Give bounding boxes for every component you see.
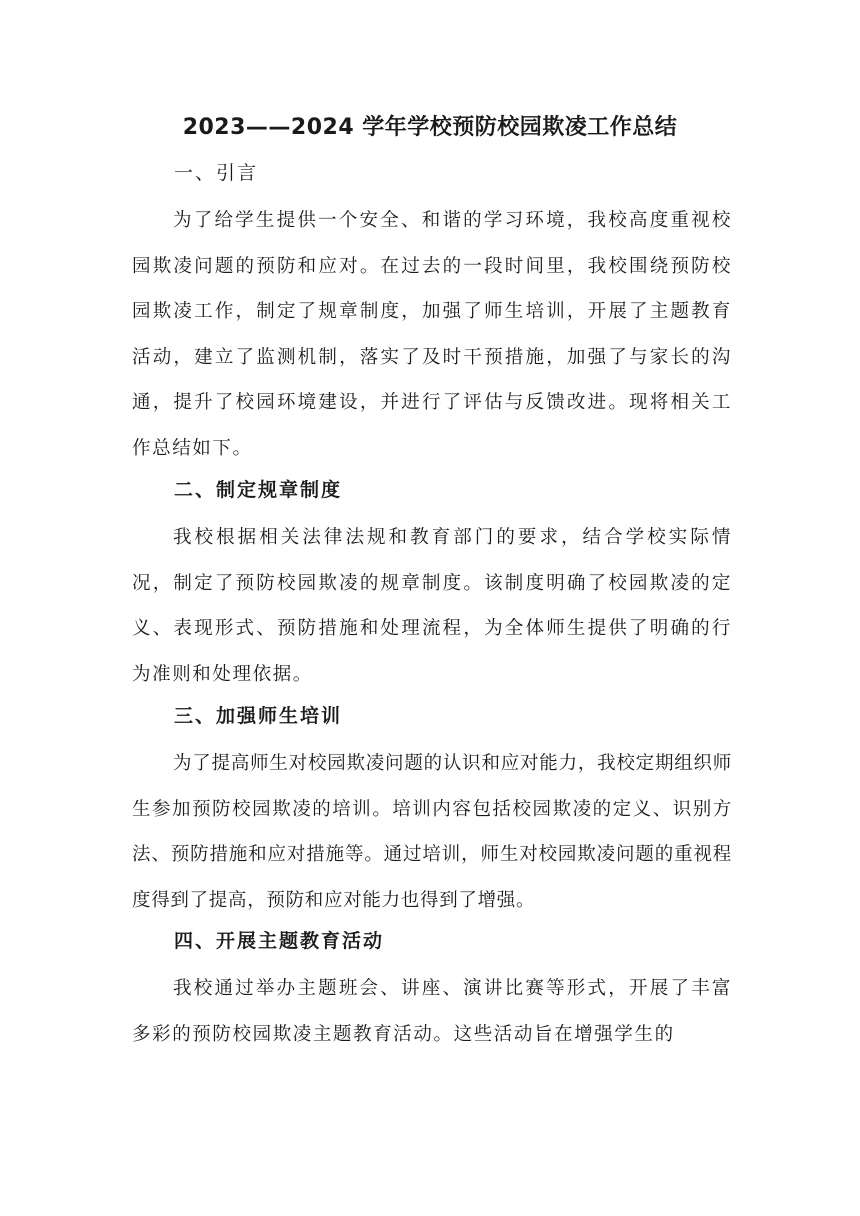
section-heading-training: 三、加强师生培训 xyxy=(174,705,343,727)
section-paragraph-training: 为了提高师生对校园欺凌问题的认识和应对能力，我校定期组织师生参加预防校园欺凌的培训。培训内容包括校园欺凌的定义、识别方法、预防措施和应对措施等。通过培训，师生对校园欺凌问题的重视程度得到了提高，预防和应对能力也得到了增强。 xyxy=(132,753,732,911)
section-heading-education-activities: 四、开展主题教育活动 xyxy=(174,930,385,952)
document-title: 2023——2024 学年学校预防校园欺凌工作总结 xyxy=(182,115,678,140)
section-heading-introduction: 一、引言 xyxy=(174,162,259,184)
section-paragraph-introduction: 为了给学生提供一个安全、和谐的学习环境，我校高度重视校园欺凌问题的预防和应对。在过去的一段时间里，我校围绕预防校园欺凌工作，制定了规章制度，加强了师生培训，开展了主题教育活动，建立了监测机制，落实了及时干预措施，加强了与家长的沟通，提升了校园环境建设，并进行了评估与反馈改进。现将相关工作总结如下。 xyxy=(132,210,732,459)
section-paragraph-regulations: 我校根据相关法律法规和教育部门的要求，结合学校实际情况，制定了预防校园欺凌的规章制度。该制度明确了校园欺凌的定义、表现形式、预防措施和处理流程，为全体师生提供了明确的行为准则和处理依据。 xyxy=(132,527,732,685)
section-heading-regulations: 二、制定规章制度 xyxy=(174,479,343,501)
section-paragraph-education-activities: 我校通过举办主题班会、讲座、演讲比赛等形式，开展了丰富多彩的预防校园欺凌主题教育活动。这些活动旨在增强学生的 xyxy=(132,978,732,1045)
